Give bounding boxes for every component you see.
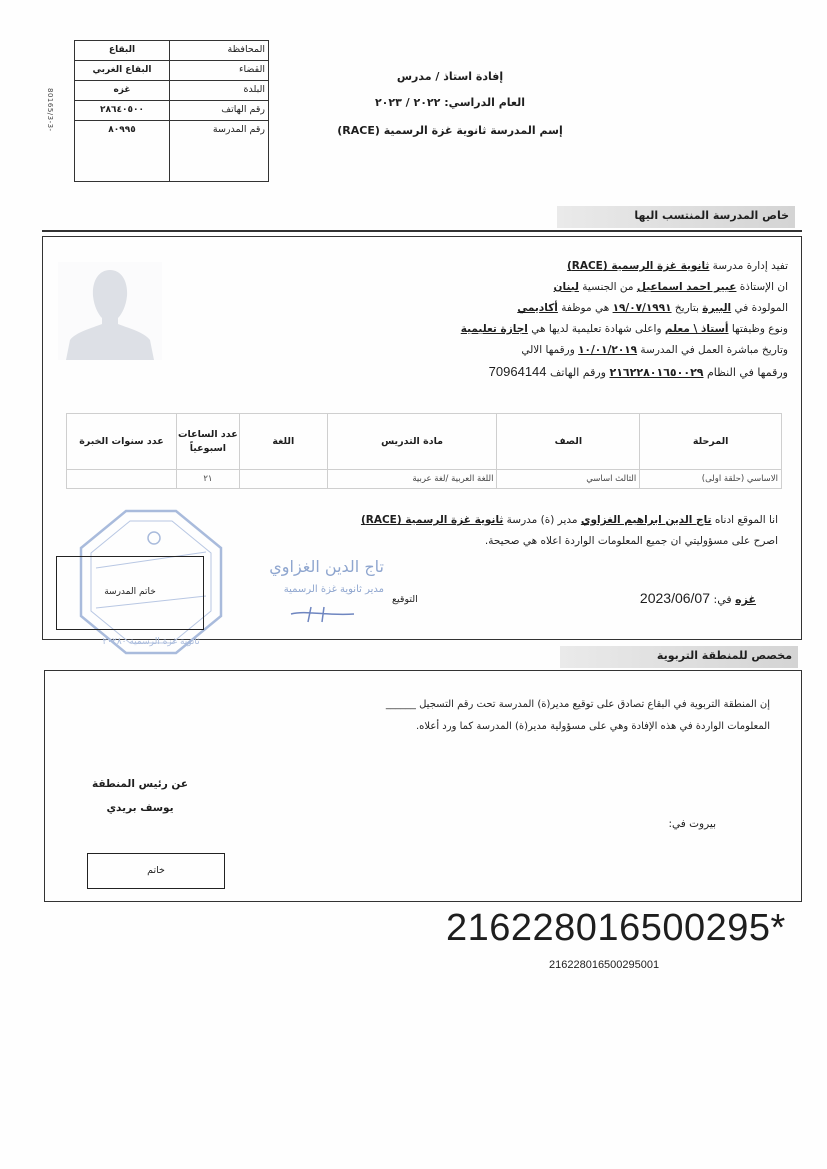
text: انا الموقع ادناه	[711, 514, 778, 526]
text: مدير (ة) مدرسة	[503, 514, 581, 526]
employee-type: أكاديمي	[517, 302, 558, 314]
school-stamp-box: خاتم المدرسة	[56, 556, 204, 630]
document-title: إفادة استاذ / مدرس	[396, 70, 504, 83]
text: ورقمها الالي	[521, 344, 579, 356]
on-behalf-label: عن رئيس المنطقة	[91, 778, 189, 790]
teaching-table	[66, 413, 782, 489]
teacher-statement	[300, 256, 788, 383]
birthplace: البيرة	[702, 302, 732, 314]
signature-script-subtext: مدير ثانوية غزة الرسمية	[283, 584, 384, 595]
certification-line-1: إن المنطقة التربوية في البقاع تصادق على توقيع مدير(ة) المدرسة تحت رقم التسجيل ______	[385, 699, 770, 710]
statement-line-1	[300, 256, 788, 277]
text: من الجنسية	[578, 281, 637, 293]
text: في:	[710, 593, 736, 606]
barcode-number: 216228016500295*	[446, 907, 786, 949]
info-value: غزه	[113, 85, 131, 95]
zone-head-name: يوسف بريدي	[106, 802, 174, 814]
text: بتاريخ	[671, 302, 703, 314]
director-declaration	[300, 510, 778, 552]
text: ورقمها في النظام	[703, 366, 788, 379]
text: وتاريخ مباشرة العمل في المدرسة	[637, 344, 788, 356]
nationality: لبنان	[553, 281, 579, 293]
school-name: ثانوية غزة الرسمية (RACE)	[566, 260, 710, 272]
statement-line-4	[300, 319, 788, 340]
birthdate: ١٩/٠٧/١٩٩١	[612, 302, 672, 314]
beirut-date-label: بيروت في:	[668, 818, 716, 830]
section-school-header: خاص المدرسة المنتسب اليها	[557, 206, 795, 228]
cell-stage: الاساسي (حلقة اولى)	[640, 470, 782, 489]
info-label: رقم المدرسة	[169, 121, 268, 181]
statement-line-3	[300, 298, 788, 319]
header-stage: المرحلة	[640, 414, 782, 470]
info-row-school-number	[75, 121, 268, 181]
section-divider	[42, 230, 802, 232]
info-label: القضاء	[169, 61, 268, 80]
text: ان الإستاذة	[736, 281, 788, 293]
signature-script-text: تاج الدين الغزاوي	[269, 557, 384, 576]
info-value: البقاع الغربي	[92, 65, 152, 75]
header-language: اللغة	[239, 414, 327, 470]
teaching-table-header	[67, 414, 782, 470]
info-value: البقاع	[108, 45, 136, 55]
text: ونوع وظيفتها	[728, 323, 788, 335]
place: غزه	[735, 593, 756, 606]
cell-grade: الثالث اساسي	[497, 470, 640, 489]
cell-weekly-hours: ٢١	[176, 470, 239, 489]
teacher-name: عبير احمد اسماعيل	[636, 281, 737, 293]
side-reference-code: 80165/3-3-	[46, 88, 54, 132]
director-signature-stamp-icon	[236, 548, 388, 632]
info-row-town	[75, 81, 268, 101]
statement-line-5	[300, 340, 788, 361]
date-value: 2023/06/07	[639, 590, 710, 606]
academic-year: العام الدراسي: ٢٠٢٢ / ٢٠٢٣	[374, 96, 526, 109]
avatar-placeholder-icon	[58, 262, 162, 360]
signature-label: التوقيع	[392, 594, 418, 605]
zone-stamp-box: خاتم	[87, 853, 225, 889]
cell-experience-years	[67, 470, 177, 489]
certificate: اجازة تعليمية	[460, 323, 528, 335]
school-name: ثانوية غزة الرسمية (RACE)	[360, 514, 504, 526]
declaration-date	[560, 590, 756, 606]
school-name-header: إسم المدرسة ثانوية غزة الرسمية (RACE)	[337, 124, 563, 137]
declaration-line-1	[300, 510, 778, 531]
zone-certification	[300, 694, 770, 738]
header-subject: مادة التدريس	[327, 414, 497, 470]
info-row-governorate	[75, 41, 268, 61]
header-grade: الصف	[497, 414, 640, 470]
header-experience-years: عدد سنوات الخبرة	[67, 414, 177, 470]
statement-line-6	[300, 361, 788, 383]
info-label: المحافظة	[169, 41, 268, 60]
info-row-phone	[75, 101, 268, 121]
text: واعلى شهادة تعليمية لديها هي	[527, 323, 665, 335]
statement-line-2	[300, 277, 788, 298]
barcode-sub-number: 216228016500295001	[549, 959, 660, 971]
declaration-line-2: اصرح على مسؤوليتي ان جميع المعلومات الواردة اعلاه هي صحيحة.	[484, 535, 778, 547]
seal-text: ثانوية غزة الرسمية ٢٠٢٨٠	[102, 637, 200, 647]
phone-number: 70964144	[488, 364, 547, 379]
text: المولودة في	[731, 302, 788, 314]
school-info-table	[74, 40, 269, 182]
info-value: ٢٨٦٤٠٥٠٠	[100, 105, 144, 115]
cell-subject: اللغة العربية /لغة عربية	[327, 470, 497, 489]
start-date: ١٠/٠١/٢٠١٩	[578, 344, 638, 356]
system-number: ٢١٦٢٢٨٠١٦٥٠٠٢٩	[609, 366, 704, 379]
header-weekly-hours: عدد الساعات اسبوعياً	[176, 414, 239, 470]
text: ورقم الهاتف	[546, 366, 610, 379]
text: هي موظفة	[557, 302, 613, 314]
certification-line-2: المعلومات الواردة في هذه الإفادة وهي على مسؤولية مدير(ة) المدرسة كما ورد أعلاه.	[416, 721, 770, 732]
info-label: رقم الهاتف	[169, 101, 268, 120]
info-row-district	[75, 61, 268, 81]
section-education-zone-header: مخصص للمنطقة التربوية	[560, 646, 798, 668]
info-value: ٨٠٩٩٥	[108, 125, 136, 135]
director-name: تاج الدين ابراهيم الغزاوي	[580, 514, 712, 526]
text: تفيد إدارة مدرسة	[709, 260, 788, 272]
cell-language	[239, 470, 327, 489]
job-type: أستاذ \ معلم	[664, 323, 729, 335]
table-row	[67, 470, 782, 489]
info-label: البلدة	[169, 81, 268, 100]
